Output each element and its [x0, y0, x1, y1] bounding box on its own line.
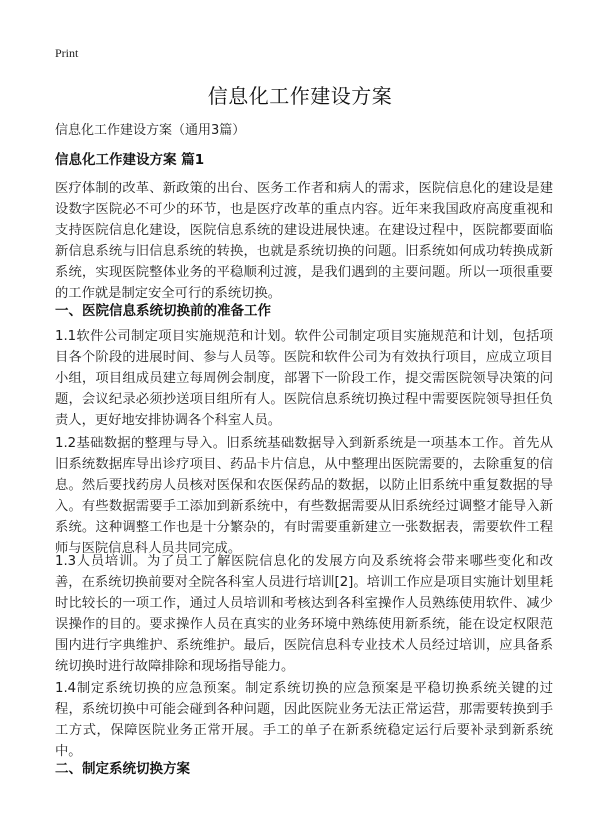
paragraph-1-1: 1.1软件公司制定项目实施规范和计划。软件公司制定项目实施规范和计划，包括项目各个阶段的进展时间、参与人员等。医院和软件公司为有效执行项目，应成立项目小组，项目组成员建立每周例会制度，部署下一阶段工作，提交需医院领导决策的问题，会议纪录必须抄送项目组所有人。医院信息系统切换过程中需要医院领导担任负责人，更好地安排协调各个科室人员。 [55, 329, 553, 428]
part-heading: 信息化工作建设方案 篇1 [55, 152, 205, 168]
document-title: 信息化工作建设方案 [207, 84, 393, 108]
document-subtitle: 信息化工作建设方案（通用3篇） [55, 123, 246, 138]
paragraph-1-2: 1.2基础数据的整理与导入。旧系统基础数据导入到新系统是一项基本工作。首先从旧系统数据库导出诊疗项目、药品卡片信息，从中整理出医院需要的，去除重复的信息。然后要找药房人员核对医保和农医保药品的数据，以防止旧系统中重复数据的导入。有些数据需要手工添加到新系统中，有些数据需要从旧系统经过调整才能导入新系统。这种调整工作也是十分繁杂的，有时需要重新建立一张数据表，需要软件工程师与医院信息科人员共同完成。 [55, 436, 553, 556]
section-heading-1: 一、医院信息系统切换前的准备工作 [55, 303, 271, 319]
paragraph-1-4: 1.4制定系统切换的应急预案。制定系统切换的应急预案是平稳切换系统关键的过程，系统切换中可能会碰到各种问题，因此医院业务无法正常运营，那需要转换到手工方式，保障医院业务正常开展。手工的单子在新系统稳定运行后要补录到新系统中。 [55, 681, 553, 759]
paragraph-1-3: 1.3人员培训。为了员工了解医院信息化的发展方向及系统将会带来哪些变化和改善，在系统切换前要对全院各科室人员进行培训[2]。培训工作应是项目实施计划里耗时比较长的一项工作，通过人员培训和考核达到各科室操作人员熟练使用软件、减少误操作的目的。要求操作人员在真实的业务环境中熟练使用新系统，能在设定权限范围内进行字典维护、系统维护。最后，医院信息科专业技术人员经过培训，应具备系统切换时进行故障排除和现场指导能力。 [55, 554, 553, 674]
print-label: Print [55, 46, 79, 60]
section-heading-2: 二、制定系统切换方案 [55, 761, 190, 777]
intro-paragraph: 医疗体制的改革、新政策的出台、医务工作者和病人的需求，医院信息化的建设是建设数字医院必不可少的环节，也是医疗改革的重点内容。近年来我国政府高度重视和支持医院信息化建设，医院信息系统的建设进展快速。在建设过程中，医院都要面临新信息系统与旧信息系统的转换，也就是系统切换的问题。旧系统如何成功转换成新系统，实现医院整体业务的平稳顺利过渡，是我们遇到的主要问题。所以一项很重要的工作就是制定安全可行的系统切换。 [55, 181, 553, 301]
